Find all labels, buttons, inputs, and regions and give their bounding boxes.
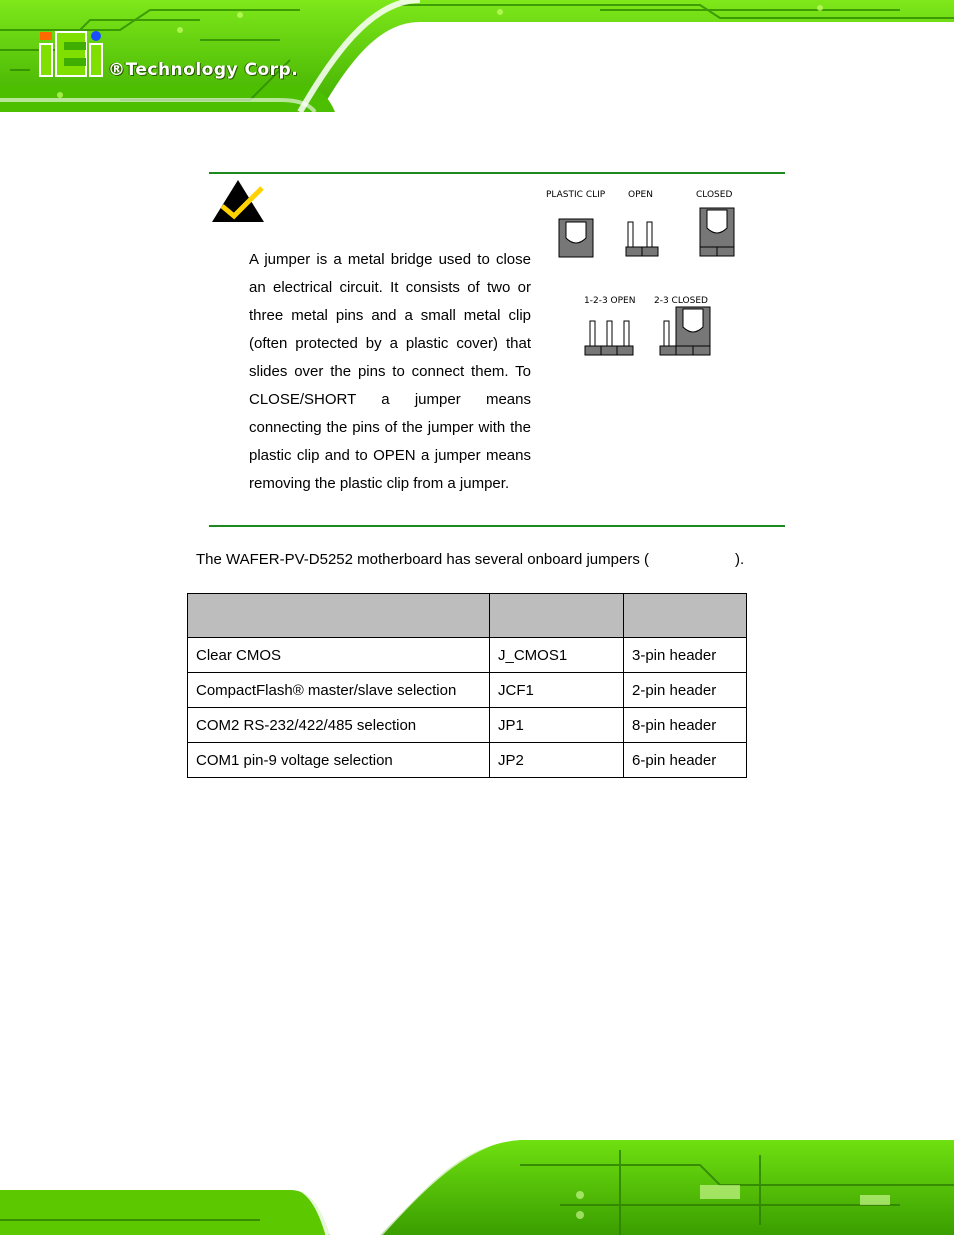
open-pins-shape	[626, 222, 658, 256]
cell-label: J_CMOS1	[490, 638, 624, 673]
cell-type: 8-pin header	[624, 708, 747, 743]
note-bottom-rule	[209, 525, 785, 527]
note-top-rule	[209, 172, 785, 174]
label-closed: CLOSED	[696, 190, 733, 200]
jumper-diagram	[540, 182, 750, 362]
cell-description: COM1 pin-9 voltage selection	[188, 743, 490, 778]
table-header-row	[188, 594, 747, 638]
header-banner	[0, 0, 954, 112]
cell-label: JCF1	[490, 673, 624, 708]
brand-text: ®Technology Corp.	[108, 60, 299, 80]
table-row	[188, 638, 747, 673]
table-row	[188, 673, 747, 708]
header-label	[490, 594, 624, 638]
intro-close: ).	[735, 551, 745, 568]
note-text: A jumper is a metal bridge used to close an electrical circuit. It consists of two or three metal pins and a small metal clip (often protected by a plastic cover) that slides over the pins to connect them. To CLOSE/SHORT a jumper means connecting the pins of the jumper with the plastic clip and to OPEN a jumper means removing the plastic clip from a jumper.	[249, 251, 531, 492]
cell-description: COM2 RS-232/422/485 selection	[188, 708, 490, 743]
cell-type: 6-pin header	[624, 743, 747, 778]
circuit-board-footer	[0, 1125, 954, 1235]
three-pin-open-shape	[585, 321, 633, 355]
cell-type: 3-pin header	[624, 638, 747, 673]
cell-label: JP1	[490, 708, 624, 743]
header-description	[188, 594, 490, 638]
note-check-icon	[212, 178, 266, 224]
intro-paragraph	[196, 551, 745, 568]
cell-label: JP2	[490, 743, 624, 778]
footer-banner	[0, 1125, 954, 1235]
cell-description: CompactFlash® master/slave selection	[188, 673, 490, 708]
two-three-closed-shape	[660, 307, 710, 355]
cell-description: Clear CMOS	[188, 638, 490, 673]
label-123-open: 1-2-3 OPEN	[584, 296, 636, 306]
jumpers-table	[187, 593, 747, 778]
closed-jumper-shape	[700, 208, 734, 256]
intro-text: The WAFER-PV-D5252 motherboard has several onboard jumpers (	[196, 551, 649, 568]
iei-logo-icon	[38, 30, 108, 80]
header-type	[624, 594, 747, 638]
label-23-closed: 2-3 CLOSED	[654, 296, 708, 306]
table-row	[188, 743, 747, 778]
table-row	[188, 708, 747, 743]
cell-type: 2-pin header	[624, 673, 747, 708]
label-plastic-clip: PLASTIC CLIP	[546, 190, 606, 200]
circuit-board-banner	[0, 0, 954, 112]
plastic-clip-shape	[559, 219, 593, 257]
label-open: OPEN	[628, 190, 653, 200]
